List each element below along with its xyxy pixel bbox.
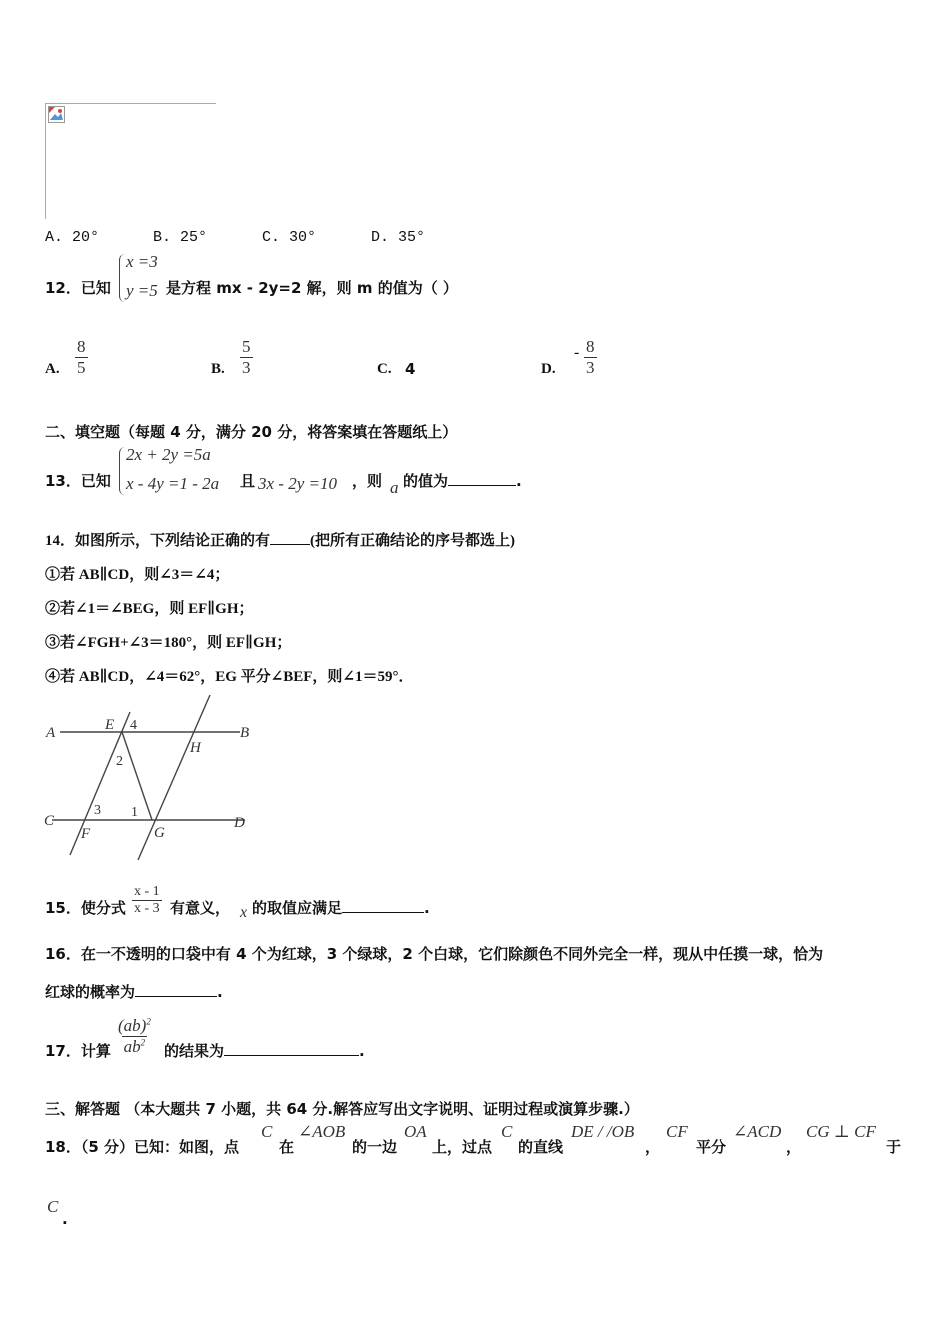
q15-tail: 的取值应满足 .: [252, 899, 430, 917]
q14-statement-3: ③若∠FGH+∠3＝180°，则 EF∥GH；: [45, 635, 292, 651]
q13-brace: [119, 447, 126, 495]
q17-number: 17．计算: [45, 1042, 111, 1060]
q12-text: 是方程 mx - 2y=2 解，则 m 的值为（ ）: [166, 279, 458, 297]
q18-de-parallel-ob: DE / /OB: [571, 1122, 635, 1141]
q15-var-x: x: [240, 904, 248, 921]
label-c: C: [44, 813, 55, 829]
q18-t3: 上，过点: [432, 1138, 493, 1156]
section-2-heading: 二、填空题（每题 4 分，满分 20 分，将答案填在答题纸上）: [45, 423, 458, 441]
q18-t4: 的直线: [518, 1138, 564, 1156]
q14-answer-blank[interactable]: [270, 544, 310, 545]
q11-option-a: A. 20°: [45, 229, 100, 246]
q13-and: 且: [240, 472, 256, 490]
q15-mid: 有意义，: [170, 899, 231, 917]
q16-line-1: 16．在一不透明的口袋中有 4 个为红球，3 个绿球，2 个白球，它们除颜色不同外完全一样，现从中任摸一球，恰为: [45, 945, 824, 963]
q14-statement-2: ②若∠1＝∠BEG，则 EF∥GH；: [45, 601, 254, 617]
q11-option-b: B. 25°: [153, 229, 208, 246]
label-h: H: [190, 740, 201, 756]
q18-t5: 平分: [696, 1138, 727, 1156]
q18-point-c: C: [261, 1122, 273, 1141]
q18-oa: OA: [404, 1122, 427, 1141]
q12-option-b-fraction: $\frac{5}{3}$: [242, 337, 251, 377]
broken-image-placeholder: [45, 103, 216, 219]
label-a: A: [46, 725, 56, 741]
angle-1: 1: [131, 805, 138, 820]
q18-t1: 在: [279, 1138, 295, 1156]
q14-question: 14．如图所示，下列结论正确的有 (把所有正确结论的序号都选上): [45, 533, 516, 549]
q14-geometry-figure: [40, 695, 260, 865]
q18-cg-perp-cf: CG ⊥ CF: [806, 1122, 876, 1141]
q18-cf: CF: [666, 1122, 688, 1141]
q18-end: .: [62, 1210, 68, 1228]
q13-answer-blank[interactable]: [448, 485, 516, 486]
q18-comma-1: ，: [645, 1138, 661, 1156]
q12-option-a-fraction: $\frac{8}{5}$: [77, 337, 86, 377]
q16-answer-blank[interactable]: [135, 996, 217, 997]
section-3-heading: 三、解答题 （本大题共 7 小题，共 64 分.解答应写出文字说明、证明过程或演算步骤.）: [45, 1100, 639, 1118]
q15-answer-blank[interactable]: [342, 912, 424, 913]
q12-option-d-sign: -: [574, 344, 580, 361]
q18-angle-aob: ∠AOB: [298, 1122, 346, 1141]
q12-option-d-fraction: $\frac{8}{3}$: [586, 337, 595, 377]
label-b: B: [240, 725, 250, 741]
q18-t6: 于: [886, 1138, 902, 1156]
q13-eq1: 2x + 2y =5a: [126, 445, 211, 464]
q13-var-a: a: [390, 478, 399, 497]
q13-tail: 的值为 .: [403, 472, 522, 490]
q13-number: 13．已知: [45, 472, 111, 490]
q12-brace: [119, 254, 126, 302]
q11-option-d: D. 35°: [371, 229, 426, 246]
q14-statement-1: ①若 AB∥CD，则∠3＝∠4；: [45, 567, 230, 583]
q15-fraction: $\frac{x - 1}{x - 3}$: [134, 884, 160, 916]
q18-point-c2: C: [501, 1122, 513, 1141]
angle-2: 2: [116, 754, 123, 769]
q12-option-d-label: D.: [541, 361, 556, 377]
q18-comma-2: ，: [786, 1138, 802, 1156]
q12-eq2: y =5: [126, 281, 158, 300]
q18-number: 18．（5 分）已知：如图，点: [45, 1138, 240, 1156]
line-gh: [138, 695, 210, 860]
q12-option-c-value: 4: [405, 360, 416, 378]
q13-eq2: x - 4y =1 - 2a: [126, 474, 220, 493]
q12-option-a-label: A.: [45, 361, 60, 377]
q18-angle-acd: ∠ACD: [733, 1122, 782, 1141]
label-g: G: [154, 825, 165, 841]
label-d: D: [234, 815, 245, 831]
angle-4: 4: [130, 718, 137, 733]
label-f: F: [81, 826, 91, 842]
q18-t2: 的一边: [352, 1138, 398, 1156]
q13-then: ，则: [352, 472, 383, 490]
q17-tail: 的结果为 .: [164, 1042, 365, 1060]
q12-option-c-label: C.: [377, 361, 392, 377]
q15-number: 15．使分式: [45, 899, 126, 917]
label-e: E: [105, 717, 115, 733]
q14-statement-4: ④若 AB∥CD，∠4＝62°，EG 平分∠BEF，则∠1＝59°．: [45, 669, 414, 685]
q16-line-2: 红球的概率为 .: [45, 983, 223, 1001]
q13-eq3: 3x - 2y =10: [258, 474, 337, 493]
q12-number: 12．已知: [45, 279, 111, 297]
q12-option-b-label: B.: [211, 361, 225, 377]
q18-point-c3: C: [47, 1197, 59, 1216]
q12-eq1: x =3: [126, 252, 158, 271]
broken-image-icon: [48, 106, 66, 124]
q11-option-c: C. 30°: [262, 229, 317, 246]
q17-fraction: $\frac{(ab)^2}{ab^2}$: [118, 1016, 151, 1056]
angle-3: 3: [94, 803, 101, 818]
q17-answer-blank[interactable]: [224, 1055, 359, 1056]
line-ef: [70, 712, 130, 855]
